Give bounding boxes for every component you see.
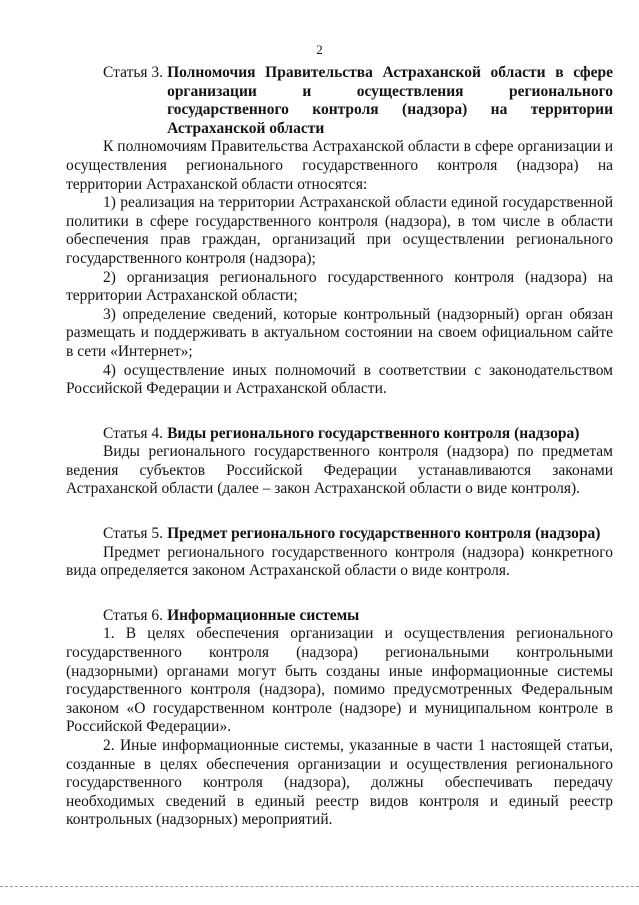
article-3-item-3: 3) определение сведений, которые контрольный (надзорный) орган обязан размещать и поддерживать в актуальном состоянии на своем официальном сайте в сети «Интернет»; xyxy=(66,305,613,360)
article-3-item-4: 4) осуществление иных полномочий в соответствии с законодательством Российской Федерации и Астраханской области. xyxy=(66,361,613,398)
article-5-heading xyxy=(66,525,613,544)
article-6-label: Статья 6. xyxy=(103,606,164,624)
page-number: 2 xyxy=(316,42,323,57)
article-3-heading xyxy=(66,64,613,138)
article-4-label: Статья 4. xyxy=(103,424,164,442)
article-3-item-1: 1) реализация на территории Астраханской области единой государственной политики в сфере государственного контроля (надзора), в том числе в области обеспечения прав граждан, организаций при осуществлении регионального государственного контроля (надзора); xyxy=(66,194,613,267)
article-4-title: Виды регионального государственного контроля (надзора) xyxy=(167,424,580,442)
article-5-label: Статья 5. xyxy=(103,525,164,543)
article-5-title: Предмет регионального государственного контроля (надзора) xyxy=(167,525,601,543)
article-3-label: Статья 3. xyxy=(103,64,164,81)
article-3-title: Полномочия Правительства Астраханской области в сфере организации и осуществления регионального государственного контроля (надзора) на территории Астраханской области xyxy=(167,64,613,137)
article-6-part-1: 1. В целях обеспечения организации и осуществления регионального государственного контроля (надзора) региональными контрольными (надзорными) органами могут быть созданы иные информационные системы государственного контроля (надзора), помимо предусмотренных Федеральным законом «О государственном контроле (надзоре) и муниципальном контроле в Российской Федерации». xyxy=(66,625,613,736)
document-body xyxy=(66,64,613,830)
article-4-paragraph: Виды регионального государственного контроля (надзора) по предметам ведения субъектов Российской Федерации устанавливаются законами Астраханской области (далее – закон Астраханской области о виде контроля). xyxy=(66,443,613,498)
article-6-part-2: 2. Иные информационные системы, указанные в части 1 настоящей статьи, созданные в целях обеспечения организации и осуществления регионального государственного контроля (надзора), должны обеспечивать передачу необходимых сведений в единый реестр видов контроля и единый реестр контрольных (надзорных) мероприятий. xyxy=(66,737,613,829)
scan-edge-divider xyxy=(0,886,639,887)
article-6-heading xyxy=(66,607,613,626)
article-6-title: Информационные системы xyxy=(167,606,360,624)
article-3-item-2: 2) организация регионального государственного контроля (надзора) на территории Астраханской области; xyxy=(66,268,613,305)
article-4-heading xyxy=(66,425,613,444)
article-5-paragraph: Предмет регионального государственного контроля (надзора) конкретного вида определяется законом Астраханской области о виде контроля. xyxy=(66,543,613,580)
article-3-paragraph: К полномочиям Правительства Астраханской области в сфере организации и осуществления регионального государственного контроля (надзора) на территории Астраханской области относятся: xyxy=(66,138,613,193)
